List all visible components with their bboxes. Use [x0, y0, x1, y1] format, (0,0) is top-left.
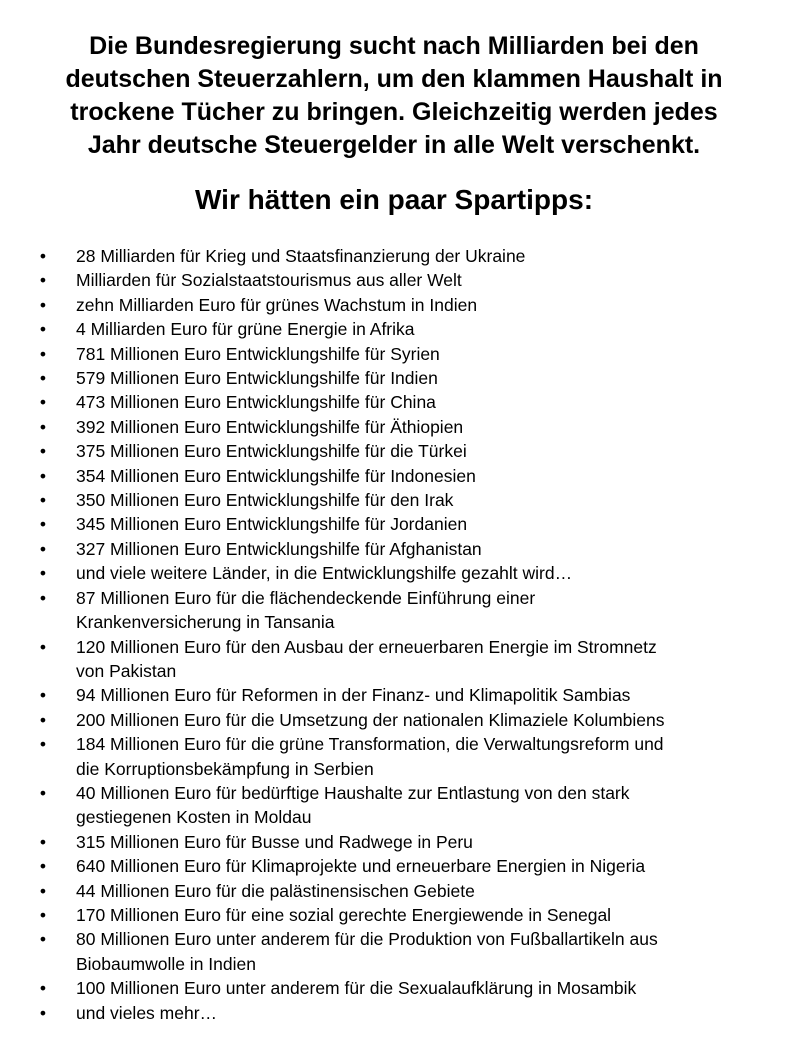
list-item [0, 537, 788, 561]
list-item-text [76, 317, 788, 341]
list-item [0, 317, 788, 341]
list-item-text [76, 512, 788, 536]
list-item-line: 781 Millionen Euro Entwicklungshilfe für Syrien [76, 343, 440, 364]
bullet-icon: • [39, 319, 47, 340]
list-item-text [76, 879, 788, 903]
list-item [0, 244, 788, 268]
list-item-line: 80 Millionen Euro unter anderem für die Produktion von Fußballartikeln aus [76, 929, 658, 950]
bullet-icon: • [39, 880, 47, 901]
list-item-text [76, 293, 788, 317]
list-item-text [76, 683, 788, 707]
list-item-text [76, 903, 788, 927]
bullet-icon: • [39, 636, 47, 657]
bullet-icon: • [39, 734, 47, 755]
list-item-line: 4 Milliarden Euro für grüne Energie in Afrika [76, 319, 415, 340]
list-item-text [76, 366, 788, 390]
list-item-text [76, 635, 788, 684]
list-item-line: 44 Millionen Euro für die palästinensischen Gebiete [76, 880, 475, 901]
bullet-icon: • [39, 709, 47, 730]
bullet-icon: • [39, 538, 47, 559]
list-item-text [76, 830, 788, 854]
list-item-line: 100 Millionen Euro unter anderem für die Sexualaufklärung in Mosambik [76, 978, 637, 999]
bullet-icon: • [39, 343, 47, 364]
subtitle: Wir hätten ein paar Spartipps: [194, 184, 594, 215]
list-item-line: 354 Millionen Euro Entwicklungshilfe für Indonesien [76, 465, 476, 486]
list-item [0, 781, 788, 830]
list-item-line: und viele weitere Länder, in die Entwicklungshilfe gezahlt wird… [76, 563, 573, 584]
list-item-text [76, 415, 788, 439]
list-item [0, 366, 788, 390]
list-item-line: 200 Millionen Euro für die Umsetzung der nationalen Klimaziele Kolumbiens [76, 709, 665, 730]
list-item-line: Krankenversicherung in Tansania [76, 612, 335, 633]
bullet-icon: • [39, 270, 47, 291]
bullet-icon: • [39, 294, 47, 315]
headline-line: Jahr deutsche Steuergelder in alle Welt verschenkt. [87, 131, 701, 159]
bullet-icon: • [39, 514, 47, 535]
list-item-line: 170 Millionen Euro für eine sozial gerechte Energiewende in Senegal [76, 904, 612, 925]
list-item-line: 392 Millionen Euro Entwicklungshilfe für Äthiopien [76, 416, 464, 437]
bullet-icon: • [39, 246, 47, 266]
list-item-text [76, 439, 788, 463]
list-item [0, 927, 788, 976]
list-item-line: und vieles mehr… [76, 1002, 218, 1023]
savings-tips-list [0, 244, 788, 1025]
list-item-text [76, 854, 788, 878]
list-item-text [76, 927, 788, 976]
bullet-icon: • [39, 563, 47, 584]
list-item [0, 586, 788, 635]
list-item-line: 28 Milliarden für Krieg und Staatsfinanzierung der Ukraine [76, 246, 526, 266]
list-item-text [76, 244, 788, 268]
list-item [0, 1001, 788, 1025]
list-item-text [76, 781, 788, 830]
list-item-line: Biobaumwolle in Indien [76, 953, 256, 974]
bullet-icon: • [39, 685, 47, 706]
list-item [0, 439, 788, 463]
bullet-icon: • [39, 416, 47, 437]
bullet-icon: • [39, 978, 47, 999]
list-item-line: 315 Millionen Euro für Busse und Radwege in Peru [76, 831, 473, 852]
bullet-icon: • [39, 587, 47, 608]
list-item-text [76, 586, 788, 635]
list-item-line: Milliarden für Sozialstaatstourismus aus aller Welt [76, 270, 462, 291]
bullet-icon: • [39, 368, 47, 389]
bullet-icon: • [39, 904, 47, 925]
list-item-line: 375 Millionen Euro Entwicklungshilfe für die Türkei [76, 441, 467, 462]
list-item-text [76, 464, 788, 488]
list-item-text [76, 390, 788, 414]
list-item-line: zehn Milliarden Euro für grünes Wachstum in Indien [76, 294, 478, 315]
list-item-line: von Pakistan [76, 660, 177, 681]
bullet-icon: • [39, 441, 47, 462]
list-item-text [76, 342, 788, 366]
list-item-text [76, 732, 788, 781]
list-item [0, 293, 788, 317]
bullet-icon: • [39, 782, 47, 803]
list-item-text [76, 488, 788, 512]
bullet-icon: • [39, 1002, 47, 1023]
list-item-line: 345 Millionen Euro Entwicklungshilfe für Jordanien [76, 514, 468, 535]
list-item-line: 40 Millionen Euro für bedürftige Haushalte zur Entlastung von den stark [76, 782, 630, 803]
list-item [0, 732, 788, 781]
list-item-line: gestiegenen Kosten in Moldau [76, 807, 312, 828]
bullet-icon: • [39, 465, 47, 486]
list-item [0, 342, 788, 366]
list-item [0, 635, 788, 684]
list-item [0, 561, 788, 585]
list-item [0, 390, 788, 414]
list-item [0, 830, 788, 854]
list-item [0, 683, 788, 707]
list-item [0, 976, 788, 1000]
list-item-line: 579 Millionen Euro Entwicklungshilfe für Indien [76, 368, 438, 389]
list-item [0, 415, 788, 439]
list-item [0, 879, 788, 903]
headline-line: trockene Tücher zu bringen. Gleichzeitig werden jedes [70, 98, 718, 126]
list-item-line: 640 Millionen Euro für Klimaprojekte und erneuerbare Energien in Nigeria [76, 856, 646, 877]
list-item-line: 473 Millionen Euro Entwicklungshilfe für China [76, 392, 436, 413]
bullet-icon: • [39, 831, 47, 852]
list-item-line: die Korruptionsbekämpfung in Serbien [76, 758, 374, 779]
bullet-icon: • [39, 392, 47, 413]
list-item [0, 268, 788, 292]
list-item [0, 512, 788, 536]
list-item [0, 854, 788, 878]
list-item-text [76, 537, 788, 561]
bullet-icon: • [39, 856, 47, 877]
list-item [0, 903, 788, 927]
list-item-line: 184 Millionen Euro für die grüne Transformation, die Verwaltungsreform und [76, 734, 664, 755]
list-item-text [76, 561, 788, 585]
list-item-line: 94 Millionen Euro für Reformen in der Finanz- und Klimapolitik Sambias [76, 685, 631, 706]
list-item [0, 488, 788, 512]
list-item-line: 327 Millionen Euro Entwicklungshilfe für Afghanistan [76, 538, 482, 559]
headline-line: deutschen Steuerzahlern, um den klammen Haushalt in [65, 65, 723, 93]
list-item-line: 350 Millionen Euro Entwicklungshilfe für den Irak [76, 490, 454, 511]
list-item-line: 120 Millionen Euro für den Ausbau der erneuerbaren Energie im Stromnetz [76, 636, 657, 657]
list-item-text [76, 268, 788, 292]
bullet-icon: • [39, 929, 47, 950]
list-item-line: 87 Millionen Euro für die flächendeckende Einführung einer [76, 587, 536, 608]
headline-line: Die Bundesregierung sucht nach Milliarden bei den [89, 32, 699, 60]
list-item-text [76, 708, 788, 732]
list-item [0, 708, 788, 732]
list-item-text [76, 976, 788, 1000]
list-item-text [76, 1001, 788, 1025]
list-item [0, 464, 788, 488]
headline [0, 30, 788, 162]
bullet-icon: • [39, 490, 47, 511]
